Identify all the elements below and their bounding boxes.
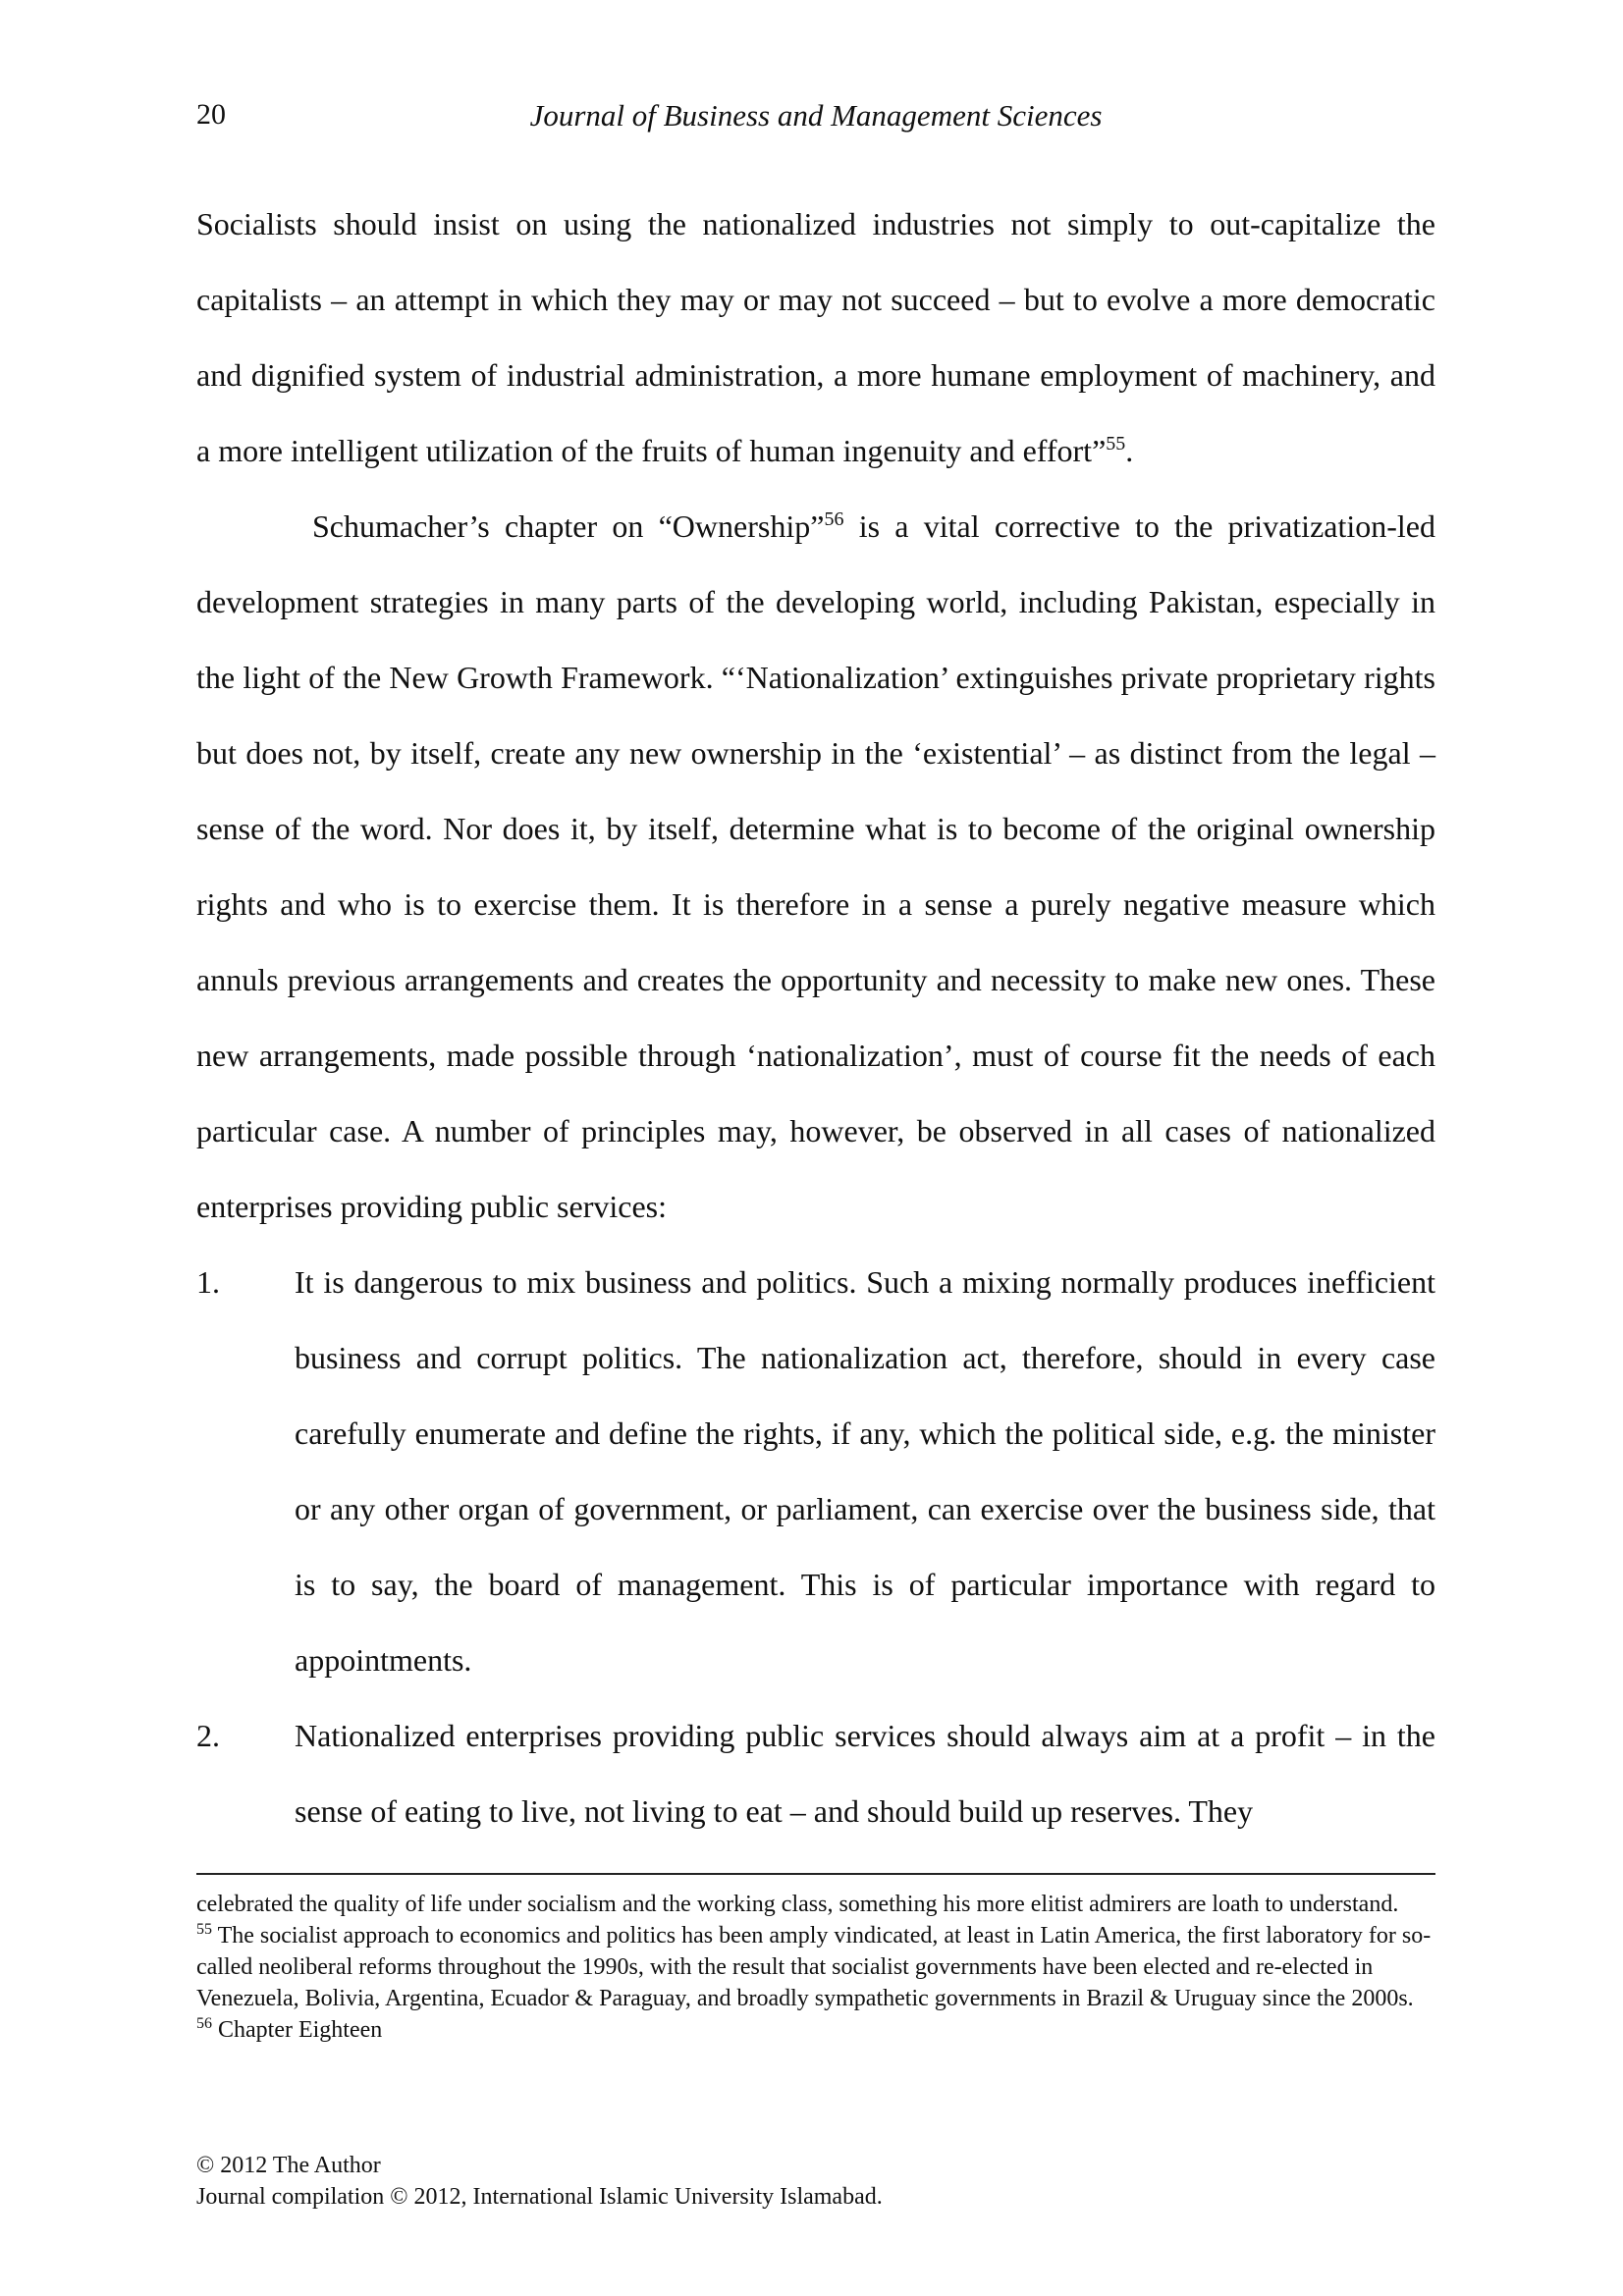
footnote-text: Chapter Eighteen: [212, 2017, 383, 2043]
paragraph-text: Schumacher’s chapter on “Ownership”: [312, 508, 825, 544]
footnote-rule: [196, 1873, 1435, 1875]
footnote-ref[interactable]: 55: [1106, 433, 1126, 454]
copyright-footer: [196, 2150, 883, 2213]
footnote-55: [196, 1920, 1435, 2014]
page-number: 20: [196, 98, 226, 131]
running-head: Journal of Business and Management Sciences: [529, 98, 1103, 133]
footnote-continued: celebrated the quality of life under socialism and the working class, something his more elitist admirers are loath to understand.: [196, 1892, 1399, 1917]
list-number: 1.: [196, 1264, 220, 1300]
list-text: It is dangerous to mix business and politics. Such a mixing normally produces inefficient business and corrupt politics. The nationalization act, therefore, should in every case carefully enumerate and define the rights, if any, which the political side, e.g. the minister or any other organ of government, or parliament, can exercise over the business side, that is to say, the board of management. This is of particular importance with regard to appointments.: [295, 1264, 1435, 1678]
footnote-number: 56: [196, 2015, 212, 2032]
footnote-number: 55: [196, 1921, 212, 1938]
body-text: [196, 187, 1435, 1849]
paragraph: [196, 187, 1435, 489]
paragraph-text: Socialists should insist on using the nationalized industries not simply to out-capitalize the capitalists – an attempt in which they may or may not succeed – but to evolve a more democratic and dignified system of industrial administration, a more humane employment of machinery, and a more intelligent utilization of the fruits of human ingenuity and effort”: [196, 206, 1435, 468]
copyright-line: © 2012 The Author: [196, 2153, 381, 2178]
footnote-ref[interactable]: 56: [824, 508, 844, 530]
paragraph: [196, 489, 1435, 1245]
paragraph-text: is a vital corrective to the privatization-led development strategies in many parts of the developing world, including Pakistan, especially in the light of the New Growth Framework. “‘Nationalization’ extinguishes private proprietary rights but does not, by itself, create any new ownership in the ‘existential’ – as distinct from the legal – sense of the word. Nor does it, by itself, determine what is to become of the original ownership rights and who is to exercise them. It is therefore in a sense a purely negative measure which annuls previous arrangements and creates the opportunity and necessity to make new ones. These new arrangements, made possible through ‘nationalization’, must of course fit the needs of each particular case. A number of principles may, however, be observed in all cases of nationalized enterprises providing public services:: [196, 508, 1436, 1224]
list-text: Nationalized enterprises providing public services should always aim at a profit – in the sense of eating to live, not living to eat – and should build up reserves. They: [295, 1718, 1435, 1829]
list-number: 2.: [196, 1718, 220, 1753]
footnotes: [196, 1889, 1435, 2046]
footnote-text: The socialist approach to economics and politics has been amply vindicated, at least in Latin America, the first laboratory for so-called neoliberal reforms throughout the 1990s, with the result that socialist governments have been elected and re-elected in Venezuela, Bolivia, Argentina, Ecuador & Paraguay, and broadly sympathetic governments in Brazil & Uruguay since the 2000s.: [196, 1923, 1432, 2011]
list-item: [196, 1698, 1435, 1849]
footnote-56: [196, 2014, 1435, 2046]
list-item: [196, 1245, 1435, 1698]
paragraph-text: .: [1125, 433, 1134, 468]
compilation-line: Journal compilation © 2012, International Islamic University Islamabad.: [196, 2184, 883, 2210]
